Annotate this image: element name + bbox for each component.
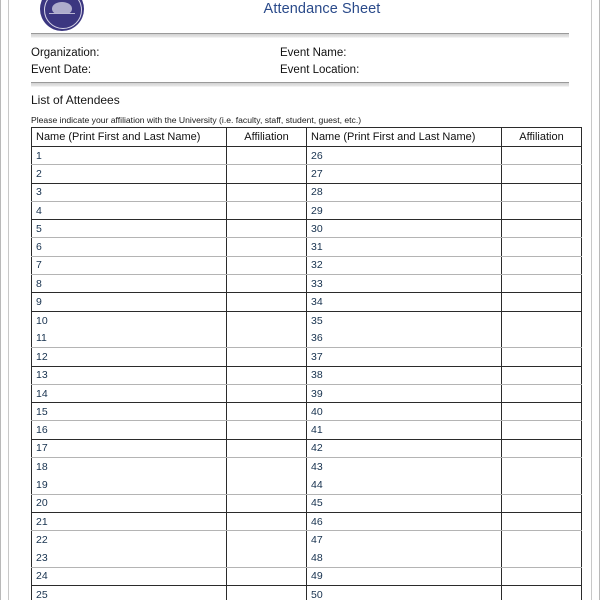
attendee-name-cell-left[interactable]: 19 — [32, 476, 227, 494]
attendee-name-cell-left[interactable]: 8 — [32, 275, 227, 293]
table-header — [32, 128, 582, 147]
affiliation-cell-right[interactable] — [502, 165, 582, 183]
event-name-field[interactable] — [280, 45, 359, 62]
attendee-name-cell-left[interactable]: 24 — [32, 567, 227, 585]
attendee-name-cell-right[interactable]: 45 — [307, 494, 502, 512]
event-name-label: Event Name: — [280, 47, 347, 59]
table-row — [32, 238, 582, 256]
affiliation-cell-right[interactable] — [502, 458, 582, 476]
attendee-name-cell-left[interactable]: 12 — [32, 348, 227, 366]
table-row — [32, 311, 582, 329]
attendee-name-cell-right[interactable]: 42 — [307, 439, 502, 457]
attendee-name-cell-left[interactable]: 11 — [32, 329, 227, 347]
affiliation-cell-left[interactable] — [227, 183, 307, 201]
event-info-left-column — [31, 45, 99, 79]
affiliation-cell-left[interactable] — [227, 275, 307, 293]
attendance-table-wrapper — [31, 127, 581, 600]
affiliation-cell-left[interactable] — [227, 348, 307, 366]
page-title: Attendance Sheet — [263, 1, 381, 17]
organization-label: Organization: — [31, 47, 100, 59]
attendee-name-cell-right[interactable]: 33 — [307, 275, 502, 293]
event-date-label: Event Date: — [31, 64, 92, 76]
attendee-name-cell-left[interactable]: 5 — [32, 220, 227, 238]
affiliation-cell-right[interactable] — [502, 567, 582, 585]
attendee-name-cell-right[interactable]: 37 — [307, 348, 502, 366]
attendee-name-cell-left[interactable]: 10 — [32, 311, 227, 329]
affiliation-cell-left[interactable] — [227, 494, 307, 512]
attendee-name-cell-right[interactable]: 30 — [307, 220, 502, 238]
affiliation-cell-right[interactable] — [502, 293, 582, 311]
table-row — [32, 403, 582, 421]
affiliation-cell-right[interactable] — [502, 220, 582, 238]
attendee-name-cell-right[interactable]: 41 — [307, 421, 502, 439]
organization-field[interactable] — [31, 45, 99, 62]
attendee-name-cell-left[interactable]: 2 — [32, 165, 227, 183]
seal-crop-mask — [49, 13, 75, 18]
affiliation-cell-right[interactable] — [502, 549, 582, 567]
affiliation-cell-right[interactable] — [502, 201, 582, 219]
table-row — [32, 329, 582, 347]
attendee-name-cell-left[interactable]: 20 — [32, 494, 227, 512]
header-affiliation-right: Affiliation — [502, 128, 582, 147]
event-location-label: Event Location: — [280, 64, 360, 76]
table-row — [32, 220, 582, 238]
affiliation-cell-left[interactable] — [227, 147, 307, 165]
affiliation-cell-left[interactable] — [227, 311, 307, 329]
affiliation-cell-left[interactable] — [227, 238, 307, 256]
affiliation-cell-right[interactable] — [502, 348, 582, 366]
table-body — [32, 147, 582, 600]
attendee-name-cell-right[interactable]: 43 — [307, 458, 502, 476]
attendee-name-cell-left[interactable]: 9 — [32, 293, 227, 311]
affiliation-cell-right[interactable] — [502, 384, 582, 402]
affiliation-cell-right[interactable] — [502, 366, 582, 384]
affiliation-cell-right[interactable] — [502, 476, 582, 494]
table-row — [32, 147, 582, 165]
affiliation-cell-right[interactable] — [502, 403, 582, 421]
attendee-name-cell-right[interactable]: 32 — [307, 256, 502, 274]
table-row — [32, 366, 582, 384]
affiliation-cell-left[interactable] — [227, 256, 307, 274]
event-date-field[interactable] — [31, 62, 99, 79]
affiliation-instruction: Please indicate your affiliation with the University (i.e. faculty, staff, student, guest, etc.) — [31, 115, 362, 125]
table-row — [32, 183, 582, 201]
header-name-right: Name (Print First and Last Name) — [307, 128, 502, 147]
attendee-name-cell-left[interactable]: 6 — [32, 238, 227, 256]
attendee-name-cell-right[interactable]: 39 — [307, 384, 502, 402]
attendee-name-cell-left[interactable]: 22 — [32, 531, 227, 549]
affiliation-cell-right[interactable] — [502, 256, 582, 274]
attendee-name-cell-right[interactable]: 26 — [307, 147, 502, 165]
attendee-name-cell-right[interactable]: 47 — [307, 531, 502, 549]
affiliation-cell-left[interactable] — [227, 293, 307, 311]
table-row — [32, 458, 582, 476]
affiliation-cell-left[interactable] — [227, 439, 307, 457]
affiliation-cell-left[interactable] — [227, 165, 307, 183]
attendee-name-cell-left[interactable]: 1 — [32, 147, 227, 165]
attendee-name-cell-left[interactable]: 18 — [32, 458, 227, 476]
affiliation-cell-left[interactable] — [227, 512, 307, 530]
attendee-name-cell-left[interactable]: 15 — [32, 403, 227, 421]
attendee-name-cell-left[interactable]: 16 — [32, 421, 227, 439]
affiliation-cell-right[interactable] — [502, 531, 582, 549]
table-row — [32, 275, 582, 293]
attendee-name-cell-right[interactable]: 35 — [307, 311, 502, 329]
attendee-name-cell-left[interactable]: 4 — [32, 201, 227, 219]
attendee-name-cell-left[interactable]: 23 — [32, 549, 227, 567]
affiliation-cell-right[interactable] — [502, 329, 582, 347]
table-row — [32, 586, 582, 600]
attendee-name-cell-right[interactable]: 34 — [307, 293, 502, 311]
table-row — [32, 531, 582, 549]
affiliation-cell-left[interactable] — [227, 329, 307, 347]
table-header-row — [32, 128, 582, 147]
attendee-name-cell-right[interactable]: 50 — [307, 586, 502, 600]
attendee-name-cell-right[interactable]: 29 — [307, 201, 502, 219]
affiliation-cell-right[interactable] — [502, 494, 582, 512]
table-row — [32, 567, 582, 585]
table-row — [32, 512, 582, 530]
table-row — [32, 348, 582, 366]
affiliation-cell-left[interactable] — [227, 384, 307, 402]
affiliation-cell-right[interactable] — [502, 586, 582, 600]
attendee-name-cell-right[interactable]: 49 — [307, 567, 502, 585]
attendee-name-cell-right[interactable]: 28 — [307, 183, 502, 201]
attendee-name-cell-left[interactable]: 17 — [32, 439, 227, 457]
affiliation-cell-left[interactable] — [227, 366, 307, 384]
affiliation-cell-left[interactable] — [227, 476, 307, 494]
attendee-name-cell-left[interactable]: 21 — [32, 512, 227, 530]
affiliation-cell-left[interactable] — [227, 201, 307, 219]
document-header — [9, 0, 591, 28]
affiliation-cell-left[interactable] — [227, 220, 307, 238]
table-row — [32, 549, 582, 567]
affiliation-cell-left[interactable] — [227, 421, 307, 439]
table-row — [32, 201, 582, 219]
section-divider — [31, 82, 569, 87]
affiliation-cell-left[interactable] — [227, 586, 307, 600]
section-heading: List of Attendees — [31, 93, 120, 107]
table-row — [32, 165, 582, 183]
affiliation-cell-right[interactable] — [502, 275, 582, 293]
table-row — [32, 256, 582, 274]
attendee-name-cell-right[interactable]: 31 — [307, 238, 502, 256]
table-row — [32, 476, 582, 494]
attendee-name-cell-right[interactable]: 46 — [307, 512, 502, 530]
affiliation-cell-right[interactable] — [502, 421, 582, 439]
table-row — [32, 293, 582, 311]
attendance-table — [31, 127, 582, 600]
affiliation-cell-right[interactable] — [502, 439, 582, 457]
attendee-name-cell-right[interactable]: 40 — [307, 403, 502, 421]
attendee-name-cell-left[interactable]: 25 — [32, 586, 227, 600]
table-row — [32, 384, 582, 402]
attendee-name-cell-right[interactable]: 48 — [307, 549, 502, 567]
affiliation-cell-right[interactable] — [502, 512, 582, 530]
attendee-name-cell-right[interactable]: 36 — [307, 329, 502, 347]
affiliation-cell-left[interactable] — [227, 549, 307, 567]
affiliation-cell-right[interactable] — [502, 238, 582, 256]
page-content-area — [8, 0, 592, 600]
affiliation-cell-left[interactable] — [227, 567, 307, 585]
table-row — [32, 421, 582, 439]
header-affiliation-left: Affiliation — [227, 128, 307, 147]
header-name-left: Name (Print First and Last Name) — [32, 128, 227, 147]
attendee-name-cell-right[interactable]: 27 — [307, 165, 502, 183]
affiliation-cell-left[interactable] — [227, 458, 307, 476]
affiliation-cell-right[interactable] — [502, 183, 582, 201]
affiliation-cell-right[interactable] — [502, 311, 582, 329]
event-info-fields — [31, 38, 569, 76]
attendee-name-cell-left[interactable]: 13 — [32, 366, 227, 384]
table-row — [32, 439, 582, 457]
attendee-name-cell-left[interactable]: 3 — [32, 183, 227, 201]
table-row — [32, 494, 582, 512]
affiliation-cell-right[interactable] — [502, 147, 582, 165]
attendee-name-cell-right[interactable]: 38 — [307, 366, 502, 384]
attendee-name-cell-left[interactable]: 7 — [32, 256, 227, 274]
event-location-field[interactable] — [280, 62, 359, 79]
affiliation-cell-left[interactable] — [227, 403, 307, 421]
affiliation-cell-left[interactable] — [227, 531, 307, 549]
event-info-right-column — [280, 45, 359, 79]
attendee-name-cell-left[interactable]: 14 — [32, 384, 227, 402]
attendee-name-cell-right[interactable]: 44 — [307, 476, 502, 494]
